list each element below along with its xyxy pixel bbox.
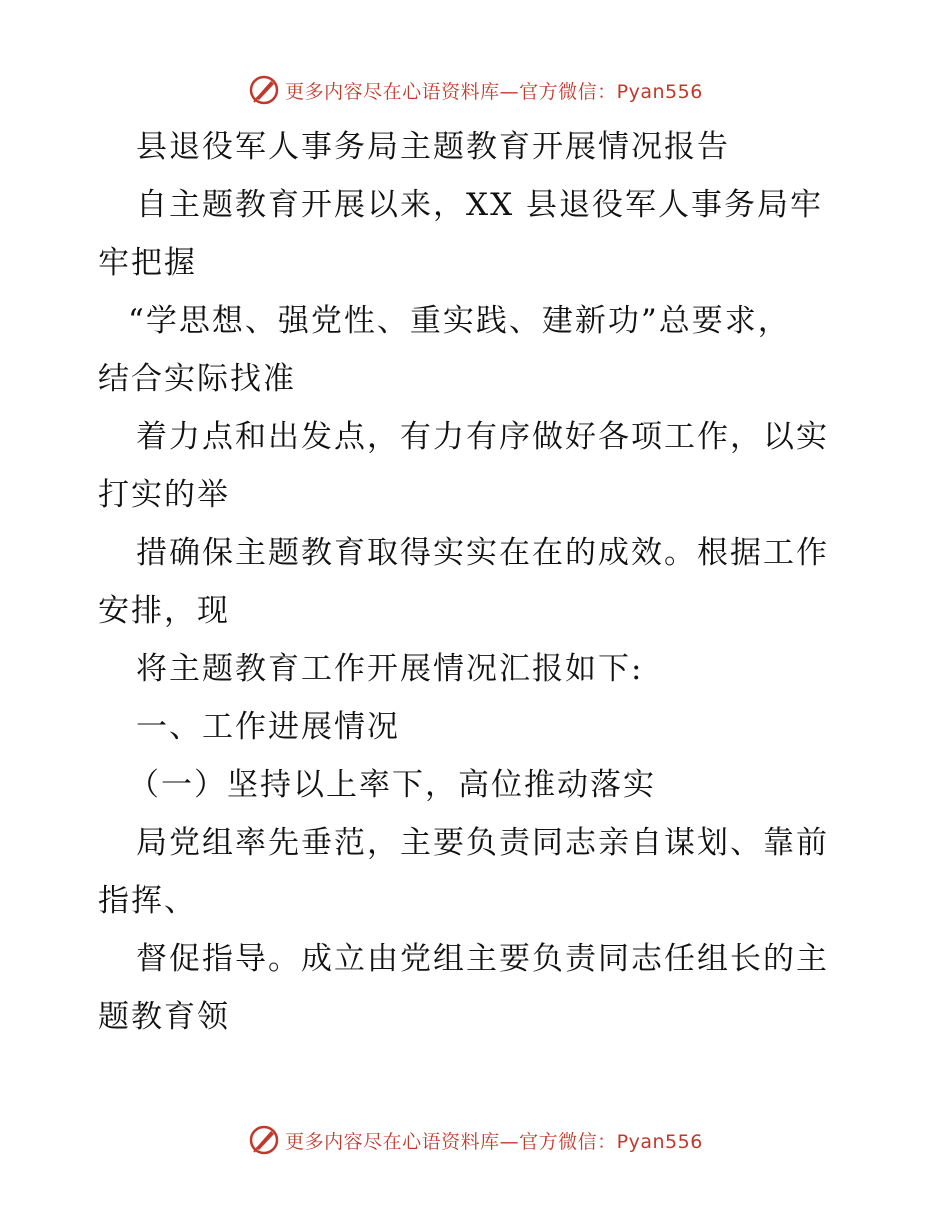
subsection-heading: （一）坚持以上率下，高位推动落实: [128, 767, 656, 803]
paragraph-line: 安排，现: [98, 593, 230, 629]
paragraph-line: 打实的举: [98, 477, 230, 513]
paragraph-line: 着力点和出发点，有力有序做好各项工作，以实: [136, 419, 829, 455]
paragraph-line: 自主题教育开展以来，XX 县退役军人事务局牢: [136, 187, 823, 223]
watermark-text: 更多内容尽在心语资料库—官方微信：Pyan556: [285, 80, 703, 103]
paragraph-line: 措确保主题教育取得实实在在的成效。根据工作: [136, 535, 829, 571]
document-title: 县退役军人事务局主题教育开展情况报告: [136, 129, 730, 165]
paragraph-line: 局党组率先垂范，主要负责同志亲自谋划、靠前: [136, 825, 829, 861]
section-heading: 一、工作进展情况: [136, 709, 400, 745]
paragraph-line: 将主题教育工作开展情况汇报如下:: [136, 651, 644, 687]
watermark-text: 更多内容尽在心语资料库—官方微信：Pyan556: [285, 1130, 703, 1153]
quill-logo-icon: [247, 73, 281, 107]
document-body: [98, 118, 868, 1046]
paragraph-line: 指挥、: [98, 883, 197, 919]
paragraph-line: 督促指导。成立由党组主要负责同志任组长的主: [136, 941, 829, 977]
quill-logo-icon: [247, 1123, 281, 1157]
paragraph-line: 题教育领: [98, 999, 230, 1035]
paragraph-line: 牢把握: [98, 245, 197, 281]
watermark-header: [0, 70, 950, 110]
paragraph-line: “学思想、强党性、重实践、建新功”总要求，: [128, 303, 791, 339]
watermark-footer: [0, 1120, 950, 1160]
paragraph-line: 结合实际找准: [98, 361, 296, 397]
